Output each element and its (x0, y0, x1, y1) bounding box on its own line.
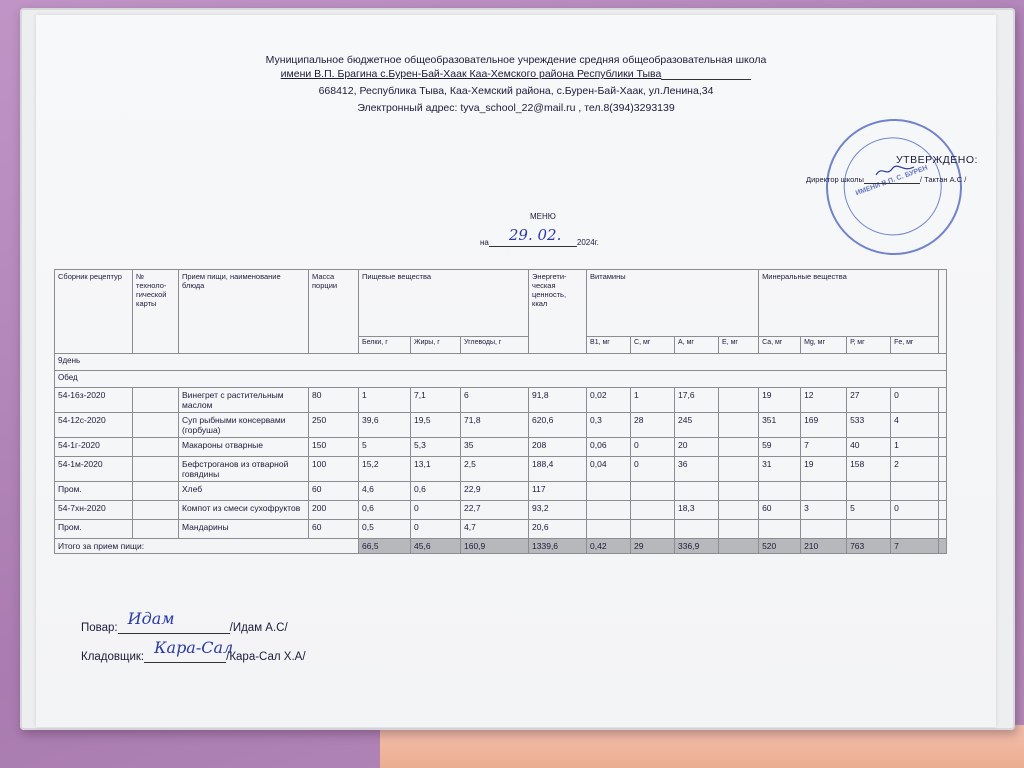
cook-signature (81, 609, 288, 634)
cell-e (719, 457, 759, 482)
col-e: Е, мг (719, 337, 759, 354)
col-ca: Са, мг (759, 337, 801, 354)
cell-p (847, 520, 891, 539)
cook-signature-line (118, 609, 230, 634)
cook-handwritten: Идам (127, 609, 175, 628)
col-b1: В1, мг (587, 337, 631, 354)
cell-a: 245 (675, 413, 719, 438)
cell-ca (759, 520, 801, 539)
table-row (55, 482, 947, 501)
cell-b1 (587, 501, 631, 520)
cell-mass: 150 (309, 438, 359, 457)
cell-c (631, 520, 675, 539)
storekeeper-handwritten: Кара-Сал (154, 638, 234, 657)
cell-code: Пром. (55, 520, 133, 539)
cell-energy: 208 (529, 438, 587, 457)
cook-name: /Идам А.С/ (229, 622, 288, 634)
total-label: Итого за прием пищи: (55, 539, 359, 554)
col-c: С, мг (631, 337, 675, 354)
cell-b1: 0,04 (587, 457, 631, 482)
menu-document (36, 15, 996, 727)
total-mg: 210 (801, 539, 847, 554)
cell-mg (801, 482, 847, 501)
cell-card (133, 438, 179, 457)
cell-b1: 0,3 (587, 413, 631, 438)
col-minerals: Минеральные вещества (759, 270, 939, 337)
cell-c: 0 (631, 438, 675, 457)
section-lunch: Обед (55, 371, 947, 388)
cell-fe: 4 (891, 413, 939, 438)
cell-a (675, 520, 719, 539)
cell-mg: 19 (801, 457, 847, 482)
cell-c: 28 (631, 413, 675, 438)
total-row (55, 539, 947, 554)
col-mass: Масса порции (309, 270, 359, 354)
storekeeper-label: Кладовщик: (81, 651, 145, 663)
cell-p: 27 (847, 388, 891, 413)
cell-code: 54-7хн-2020 (55, 501, 133, 520)
cell-a: 18,3 (675, 501, 719, 520)
cell-e (719, 520, 759, 539)
cell-c (631, 501, 675, 520)
cell-mass: 250 (309, 413, 359, 438)
director-label: Директор школы (806, 175, 864, 184)
cell-mass: 100 (309, 457, 359, 482)
col-spacer (939, 270, 947, 354)
cell-spacer (939, 520, 947, 539)
cell-ca: 60 (759, 501, 801, 520)
cell-a: 17,6 (675, 388, 719, 413)
col-collection: Сборник рецептур (55, 270, 133, 354)
cell-e (719, 413, 759, 438)
total-e (719, 539, 759, 554)
stamp-text: ИМЕНИ В.П. С. БУРЕН (854, 164, 929, 198)
cell-b1 (587, 520, 631, 539)
cell-mg: 12 (801, 388, 847, 413)
total-energy: 1339,6 (529, 539, 587, 554)
cell-fat: 5,3 (411, 438, 461, 457)
total-protein: 66,5 (359, 539, 411, 554)
cell-energy: 20,6 (529, 520, 587, 539)
cell-fe: 0 (891, 501, 939, 520)
cell-energy: 117 (529, 482, 587, 501)
section-day: 9день (55, 354, 947, 371)
cell-ca: 31 (759, 457, 801, 482)
cell-code: 54-1м-2020 (55, 457, 133, 482)
cell-fe (891, 520, 939, 539)
school-address: 668412, Республика Тыва, Каа-Хемский района, с.Бурен-Бай-Хаак, ул.Ленина,34 (318, 85, 714, 97)
cell-e (719, 501, 759, 520)
cell-code: Пром. (55, 482, 133, 501)
cell-card (133, 413, 179, 438)
cell-spacer (939, 388, 947, 413)
school-name-line2-text: имени В.П. Брагина с.Бурен-Бай-Хаак Каа-Хемского района Республики Тыва (280, 68, 662, 80)
cell-a: 20 (675, 438, 719, 457)
cell-a (675, 482, 719, 501)
cell-energy: 620,6 (529, 413, 587, 438)
cell-fat: 19,5 (411, 413, 461, 438)
cell-protein: 4,6 (359, 482, 411, 501)
cell-carbs: 2,5 (461, 457, 529, 482)
storekeeper-name: /Кара-Сал Х.А/ (226, 651, 306, 663)
table-row (55, 413, 947, 438)
cell-name: Макароны отварные (179, 438, 309, 457)
cell-fe: 1 (891, 438, 939, 457)
cell-mg: 3 (801, 501, 847, 520)
cell-b1: 0,06 (587, 438, 631, 457)
cell-fe: 2 (891, 457, 939, 482)
cell-p: 158 (847, 457, 891, 482)
school-stamp (807, 100, 981, 274)
menu-date (480, 226, 599, 247)
cell-p: 40 (847, 438, 891, 457)
table-row (55, 457, 947, 482)
cell-card (133, 520, 179, 539)
cell-card (133, 457, 179, 482)
section-row-lunch (55, 371, 947, 388)
col-energy: Энергети-ческая ценность, ккал (529, 270, 587, 354)
cell-b1: 0,02 (587, 388, 631, 413)
menu-date-suffix: 2024г. (576, 238, 599, 247)
cook-label: Повар: (81, 622, 118, 634)
col-carbs: Углеводы, г (461, 337, 529, 354)
cell-spacer (939, 501, 947, 520)
cell-carbs: 71,8 (461, 413, 529, 438)
col-protein: Белки, г (359, 337, 411, 354)
menu-title: МЕНЮ (530, 212, 556, 221)
col-fat: Жиры, г (411, 337, 461, 354)
floor-background (380, 725, 1024, 768)
cell-c: 1 (631, 388, 675, 413)
cell-fat: 13,1 (411, 457, 461, 482)
cell-spacer (939, 438, 947, 457)
cell-mg: 169 (801, 413, 847, 438)
col-nutrients: Пищевые вещества (359, 270, 529, 337)
cell-carbs: 22,7 (461, 501, 529, 520)
menu-rows (55, 388, 947, 539)
col-card: № техноло-гической карты (133, 270, 179, 354)
cell-protein: 39,6 (359, 413, 411, 438)
total-spacer (939, 539, 947, 554)
cell-p: 533 (847, 413, 891, 438)
cell-card (133, 482, 179, 501)
approved-title: УТВЕРЖДЕНО: (896, 154, 978, 166)
cell-fe (891, 482, 939, 501)
cell-b1 (587, 482, 631, 501)
table-row (55, 438, 947, 457)
cell-fat: 0,6 (411, 482, 461, 501)
cell-carbs: 6 (461, 388, 529, 413)
cell-carbs: 4,7 (461, 520, 529, 539)
total-a: 336,9 (675, 539, 719, 554)
col-vitamins: Витамины (587, 270, 759, 337)
cell-mass: 60 (309, 520, 359, 539)
cell-ca (759, 482, 801, 501)
cell-protein: 15,2 (359, 457, 411, 482)
col-a: А, мг (675, 337, 719, 354)
cell-e (719, 438, 759, 457)
cell-carbs: 35 (461, 438, 529, 457)
menu-table (54, 269, 947, 554)
section-row-day (55, 354, 947, 371)
storekeeper-signature-line (144, 638, 234, 663)
cell-name: Мандарины (179, 520, 309, 539)
total-carbs: 160,9 (461, 539, 529, 554)
col-mg: Mg, мг (801, 337, 847, 354)
menu-date-prefix: на (480, 238, 489, 247)
col-p: Р, мг (847, 337, 891, 354)
cell-card (133, 501, 179, 520)
cell-card (133, 388, 179, 413)
cell-protein: 5 (359, 438, 411, 457)
total-fe: 7 (891, 539, 939, 554)
cell-energy: 188,4 (529, 457, 587, 482)
cell-a: 36 (675, 457, 719, 482)
total-b1: 0,42 (587, 539, 631, 554)
total-p: 763 (847, 539, 891, 554)
cell-fat: 0 (411, 501, 461, 520)
director-signature (874, 163, 916, 179)
total-fat: 45,6 (411, 539, 461, 554)
cell-carbs: 22,9 (461, 482, 529, 501)
table-row (55, 388, 947, 413)
cell-spacer (939, 457, 947, 482)
cell-e (719, 388, 759, 413)
cell-mass: 200 (309, 501, 359, 520)
cell-protein: 1 (359, 388, 411, 413)
col-meal: Прием пищи, наименование блюда (179, 270, 309, 354)
cell-mg (801, 520, 847, 539)
cell-p: 5 (847, 501, 891, 520)
cell-fe: 0 (891, 388, 939, 413)
table-header-row (55, 270, 947, 337)
cell-code: 54-1г-2020 (55, 438, 133, 457)
cell-ca: 351 (759, 413, 801, 438)
cell-energy: 91,8 (529, 388, 587, 413)
cell-p (847, 482, 891, 501)
school-name-line2 (36, 68, 996, 80)
cell-c: 0 (631, 457, 675, 482)
cell-spacer (939, 482, 947, 501)
cell-code: 54-16з-2020 (55, 388, 133, 413)
cell-name: Винегрет с растительным маслом (179, 388, 309, 413)
total-c: 29 (631, 539, 675, 554)
cell-name: Суп рыбными консервами (горбуша) (179, 413, 309, 438)
cell-ca: 59 (759, 438, 801, 457)
table-row (55, 520, 947, 539)
cell-fat: 0 (411, 520, 461, 539)
menu-date-handwritten: 29. 02. (508, 226, 562, 244)
school-name-line1: Муниципальное бюджетное общеобразовательное учреждение средняя общеобразовательная школа (265, 54, 767, 66)
col-fe: Fe, мг (891, 337, 939, 354)
cell-energy: 93,2 (529, 501, 587, 520)
table-row (55, 501, 947, 520)
cell-spacer (939, 413, 947, 438)
cell-e (719, 482, 759, 501)
underline (661, 69, 751, 80)
cell-mg: 7 (801, 438, 847, 457)
menu-date-line (489, 226, 577, 247)
school-contacts: Электронный адрес: tyva_school_22@mail.ru , тел.8(394)3293139 (357, 102, 675, 114)
cell-protein: 0,6 (359, 501, 411, 520)
cell-fat: 7,1 (411, 388, 461, 413)
cell-mass: 60 (309, 482, 359, 501)
cell-ca: 19 (759, 388, 801, 413)
cell-name: Компот из смеси сухофруктов (179, 501, 309, 520)
cell-name: Хлеб (179, 482, 309, 501)
cell-name: Бефстроганов из отварной говядины (179, 457, 309, 482)
cell-mass: 80 (309, 388, 359, 413)
cell-protein: 0,5 (359, 520, 411, 539)
cell-code: 54-12с-2020 (55, 413, 133, 438)
director-name: / Тактан А.С / (919, 175, 967, 184)
storekeeper-signature (81, 638, 306, 663)
total-ca: 520 (759, 539, 801, 554)
cell-c (631, 482, 675, 501)
